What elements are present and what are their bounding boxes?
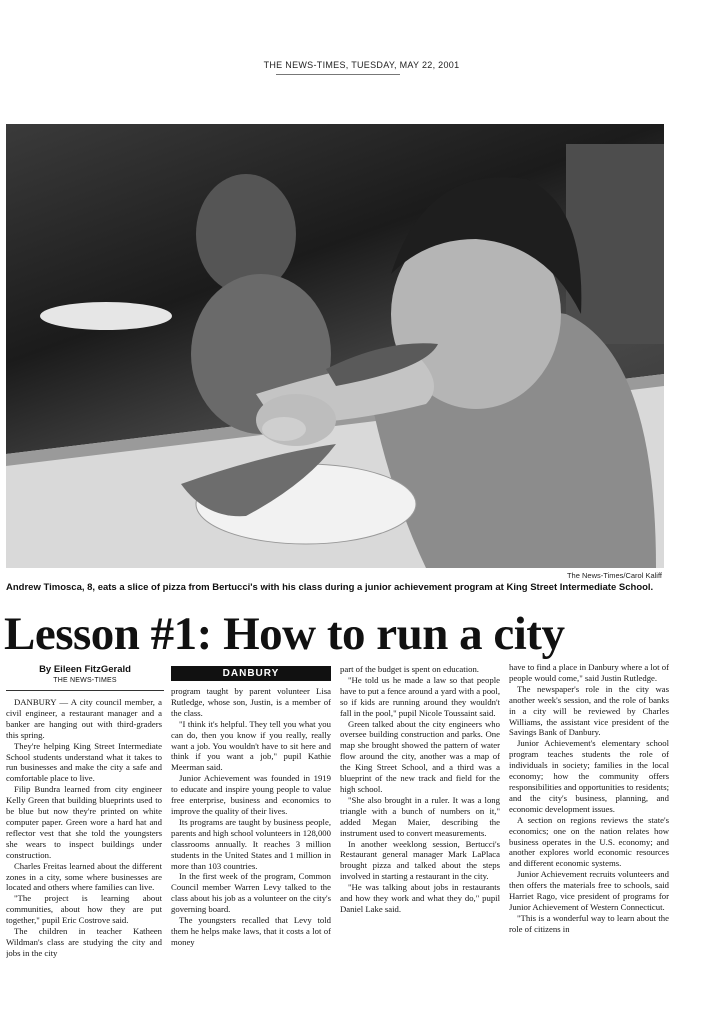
byline-org: THE NEWS-TIMES <box>53 677 117 684</box>
paragraph: "She also brought in a ruler. It was a long triangle with a bunch of numbers on it," added Megan Maier, describing the instrument used to convert measurements. <box>340 794 500 838</box>
paragraph: A section on regions reviews the state's economics; one on the nation relates how business operates in the U.S. economy; and another explores world economic resources and different economic systems. <box>509 814 669 869</box>
paragraph: "I think it's helpful. They tell you what you can do, then you know if you really, really want a job. You wouldn't have to sit here and think if you want a job," pupil Kathie Meerman said. <box>171 718 331 773</box>
news-photo <box>6 124 664 568</box>
byline-rule <box>6 690 164 691</box>
paragraph: "He told us he made a law so that people have to put a fence around a yard with a pool, so if kids are running around they wouldn't fall in the pool," pupil Nicole Toussaint said. <box>340 674 500 718</box>
section-tag: DANBURY <box>171 666 331 681</box>
article-column-2 <box>171 686 331 1022</box>
photo-caption: Andrew Timosca, 8, eats a slice of pizza from Bertucci's with his class during a junior achievement program at King Street Intermediate School. <box>6 582 654 593</box>
paragraph: Junior Achievement recruits volunteers and then offers the materials free to schools, said Harriet Rago, vice president of programs for Junior Achievement of Western Connecticut. <box>509 869 669 912</box>
paragraph: Filip Bundra learned from city engineer Kelly Green that building blueprints used to be blue but now they're printed on white computer paper. Green wore a hard hat and reflector vest that she told the youngsters she wears to inspect buildings under construction. <box>6 784 162 860</box>
paragraph: Junior Achievement was founded in 1919 to educate and inspire young people to value free enterprise, business and economics to improve the quality of their lives. <box>171 773 331 816</box>
article-column-4 <box>509 662 669 1022</box>
paragraph: part of the budget is spent on education. <box>340 664 479 674</box>
byline-author: By Eileen FitzGerald <box>39 664 131 675</box>
paragraph: program taught by parent volunteer Lisa Rutledge, whose son, Justin, is a member of the class. <box>171 686 331 718</box>
photo-credit: The News-Times/Carol Kaliff <box>566 571 662 580</box>
paragraph: In another weeklong session, Bertucci's Restaurant general manager Mark LaPlaca brought pizza and talked about the steps involved in starting a restaurant in the city. <box>340 838 500 882</box>
paragraph: "This is a wonderful way to learn about the role of citizens in <box>509 912 669 934</box>
paragraph: Charles Freitas learned about the different zones in a city, some where businesses are located and others where families can live. <box>6 860 162 893</box>
dateline: THE NEWS-TIMES, TUESDAY, MAY 22, 2001 <box>263 60 460 70</box>
paragraph: Green talked about the city engineers who oversee building construction and parks. One map she brought showed the pattern of water flow around the city, another was a map of the King Street School, and a third was a blueprint of the new track and field for the high school. <box>340 718 500 794</box>
photo-illustration <box>6 124 664 568</box>
dateline-rule <box>276 74 400 75</box>
paragraph: The newspaper's role in the city was another week's session, and the role of banks in a city will be reviewed by Charles Williams, the assistant vice president of the Savings Bank of Danbury. <box>509 683 669 738</box>
paragraph: In the first week of the program, Common Council member Warren Levy talked to the class about his job as a volunteer on the city's governing board. <box>171 871 331 915</box>
paragraph: The youngsters recalled that Levy told them he helps make laws, that it costs a lot of money <box>171 915 331 947</box>
article-column-3 <box>340 664 500 1022</box>
headline: Lesson #1: How to run a city <box>4 608 565 660</box>
paragraph: The children in teacher Katheen Wildman's class are studying the city and jobs in the city <box>6 926 162 958</box>
paragraph: DANBURY — A city council member, a civil engineer, a restaurant manager and a banker are hanging out with third-graders this spring. <box>6 697 162 740</box>
paragraph: Junior Achievement's elementary school program teaches students the role of individuals in society; families in the local economy; how the community offers responsibilities and opportunities to residents; and the city's business, planning, and economic development issues. <box>509 738 669 814</box>
paragraph: "The project is learning about communities, about how they are put together," pupil Eric Costrove said. <box>6 893 162 926</box>
article-column-1 <box>6 697 162 1022</box>
paragraph: have to find a place in Danbury where a lot of people would come," said Justin Rutledge. <box>509 662 669 683</box>
paragraph: Its programs are taught by business people, parents and high school volunteers in 128,000 classrooms annually. It reaches 3 million students in the United States and 1 million in more than 103 countries. <box>171 816 331 871</box>
paragraph: They're helping King Street Intermediate School students understand what it takes to run businesses and make the city a safe and comfortable place to live. <box>6 740 162 784</box>
paragraph: "He was talking about jobs in restaurants and how they work and what they do," pupil Daniel Lake said. <box>340 882 500 914</box>
byline <box>6 664 164 684</box>
